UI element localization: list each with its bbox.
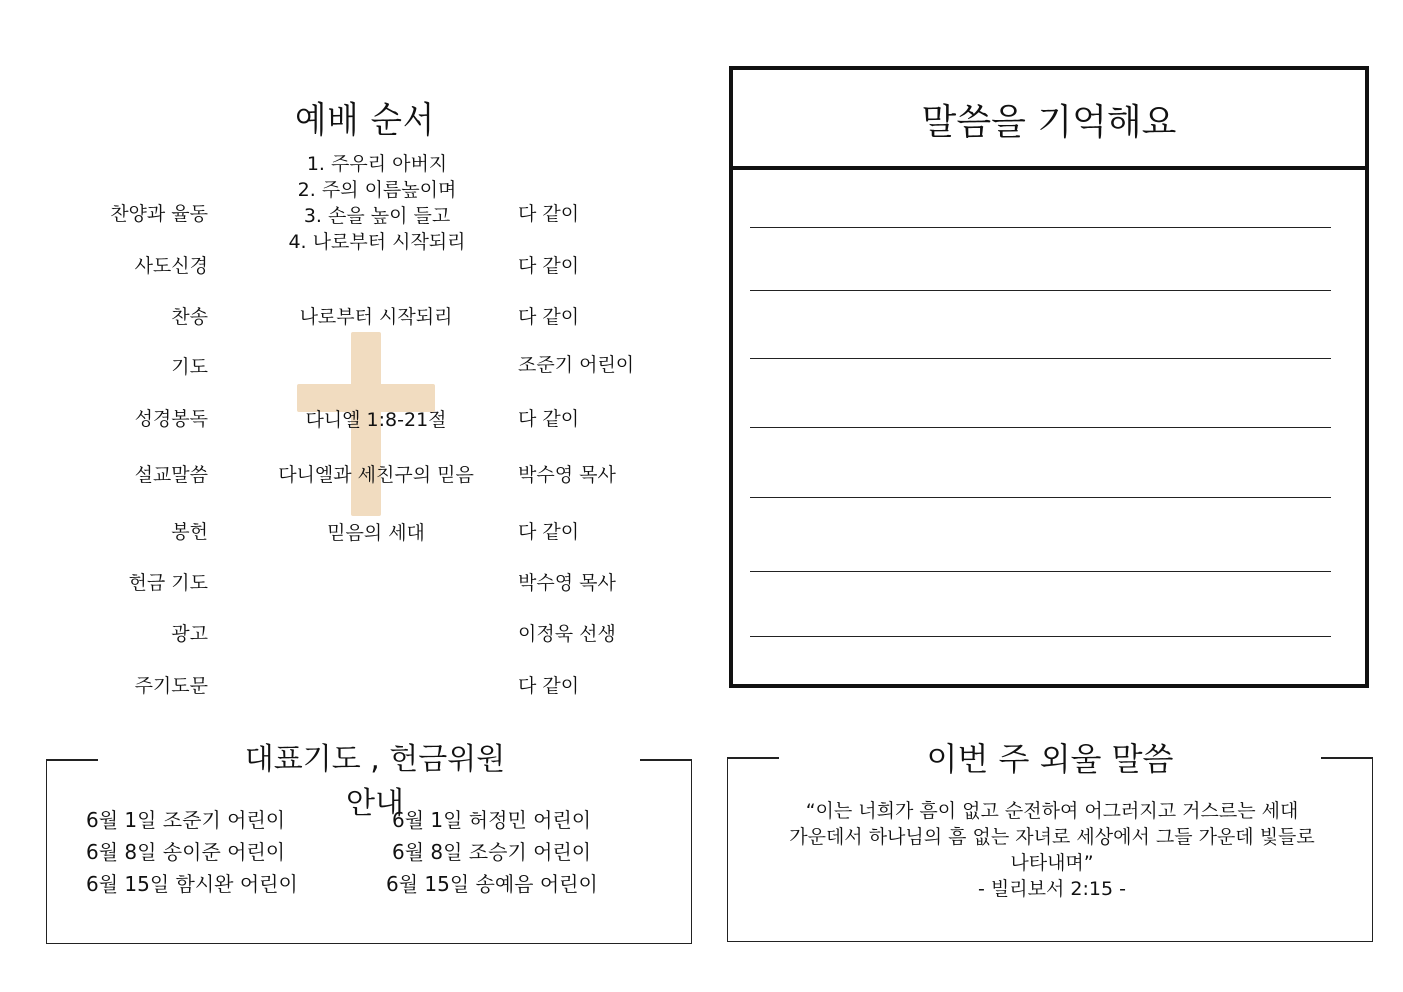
worship-item-detail: 나로부터 시작되리 — [299, 306, 453, 328]
worship-item-leader: 다 같이 — [518, 408, 580, 430]
verse-line: “이는 너희가 흠이 없고 순전하여 어그러지고 거스르는 세대 — [805, 800, 1299, 822]
prayer-entry: 6월 15일 함시완 어린이 — [86, 872, 298, 896]
writing-line — [750, 227, 1331, 228]
worship-item-label: 봉헌 — [171, 521, 208, 543]
worship-item-label: 설교말씀 — [134, 464, 208, 486]
worship-item-leader: 다 같이 — [518, 675, 580, 697]
verse-line: 나타내며” — [1010, 852, 1094, 874]
worship-item-label: 성경봉독 — [134, 408, 208, 430]
worship-item-label: 기도 — [171, 356, 208, 378]
worship-item-label: 찬양과 율동 — [110, 203, 208, 225]
song-item: 1. 주우리 아버지 — [306, 153, 448, 175]
verse-line: 가운데서 하나님의 흠 없는 자녀로 세상에서 그들 가운데 빛들로 — [789, 826, 1315, 848]
song-list — [262, 151, 492, 255]
worship-item-leader: 이정욱 선생 — [518, 623, 616, 645]
memory-box — [729, 66, 1369, 688]
worship-item-leader: 다 같이 — [518, 255, 580, 277]
worship-item-leader: 박수영 목사 — [518, 572, 616, 594]
worship-item-leader: 다 같이 — [518, 203, 580, 225]
verse-title: 이번 주 외울 말씀 — [926, 740, 1174, 778]
prayer-entry: 6월 1일 허정민 어린이 — [392, 808, 592, 832]
worship-item-label: 주기도문 — [134, 675, 208, 697]
worship-item-label: 광고 — [171, 623, 208, 645]
worship-item-label: 헌금 기도 — [128, 572, 208, 594]
writing-line — [750, 571, 1331, 572]
worship-item-detail: 다니엘 1:8-21절 — [305, 409, 447, 431]
worship-item-label: 사도신경 — [134, 255, 208, 277]
writing-line — [750, 290, 1331, 291]
memory-divider — [733, 166, 1365, 170]
prayer-entry: 6월 15일 송예음 어린이 — [386, 872, 598, 896]
verse-reference: - 빌리보서 2:15 - — [978, 878, 1126, 900]
prayer-title: 대표기도 , 헌금위원 안내 — [244, 742, 506, 821]
writing-line — [750, 497, 1331, 498]
worship-item-detail: 믿음의 세대 — [327, 522, 425, 544]
prayer-entry: 6월 8일 송이준 어린이 — [86, 840, 286, 864]
worship-item-label: 찬송 — [171, 306, 208, 328]
prayer-entry: 6월 1일 조준기 어린이 — [86, 808, 286, 832]
verse-text — [742, 798, 1362, 902]
writing-line — [750, 358, 1331, 359]
worship-item-leader: 조준기 어린이 — [518, 354, 635, 376]
worship-item-leader: 다 같이 — [518, 306, 580, 328]
song-item: 3. 손을 높이 들고 — [303, 205, 451, 227]
worship-item-leader: 박수영 목사 — [518, 464, 616, 486]
song-item: 4. 나로부터 시작되리 — [288, 231, 466, 253]
worship-item-leader: 다 같이 — [518, 521, 580, 543]
writing-line — [750, 636, 1331, 637]
worship-order-title: 예배 순서 — [294, 100, 436, 141]
song-item: 2. 주의 이름높이며 — [297, 179, 457, 201]
writing-line — [750, 427, 1331, 428]
memory-title: 말씀을 기억해요 — [921, 102, 1177, 143]
worship-item-detail: 다니엘과 세친구의 믿음 — [278, 464, 474, 486]
prayer-entry: 6월 8일 조승기 어린이 — [392, 840, 592, 864]
